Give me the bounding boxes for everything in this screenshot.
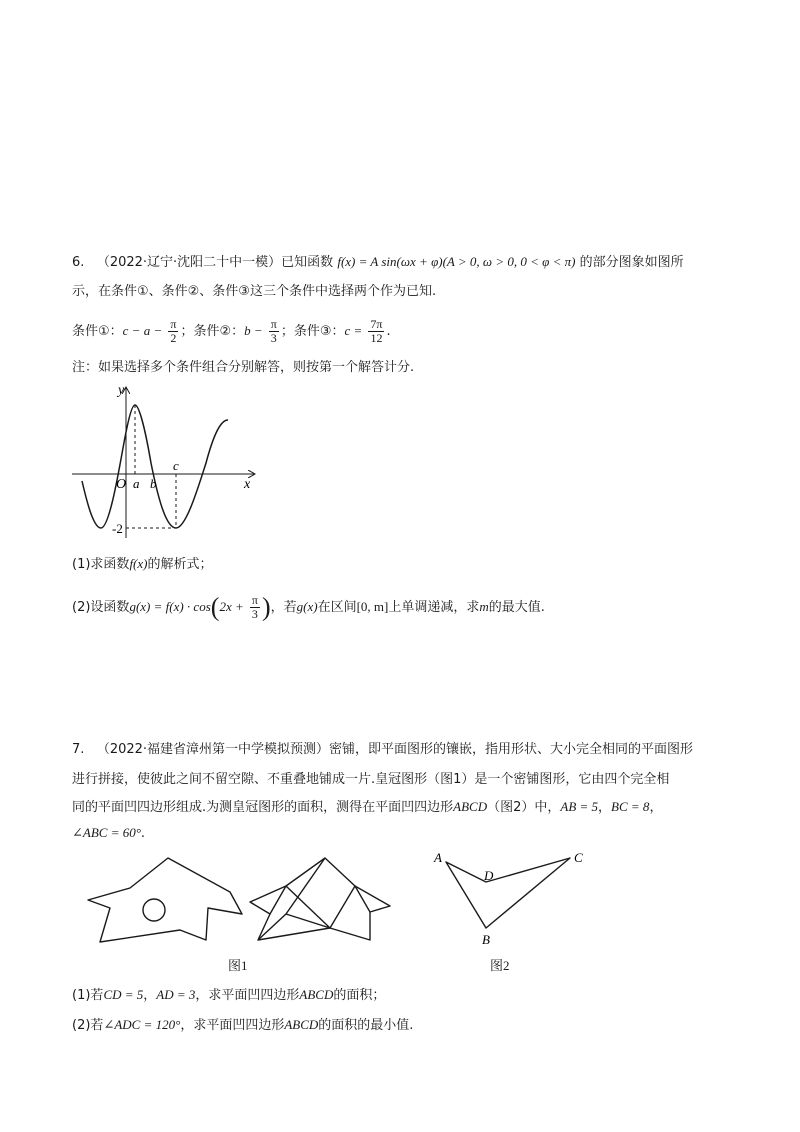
q7-line1: 7. （2022·福建省漳州第一中学模拟预测）密铺，即平面图形的镶嵌，指用形状、大小完全相同的平面图形 — [72, 742, 694, 757]
crown-left — [88, 858, 242, 942]
q7-line4: ∠ABC = 60°. — [72, 825, 146, 841]
q7-part1: (1)若CD = 5，AD = 3，求平面凹四边形ABCD的面积； — [72, 987, 386, 1003]
q6-number: 6. — [72, 255, 85, 270]
q7-part2: (2)若∠ADC = 120°，求平面凹四边形ABCD的面积的最小值. — [72, 1017, 414, 1033]
q7-source: （2022·福建省漳州第一中学模拟预测） — [96, 742, 330, 757]
q6-note: 注：如果选择多个条件组合分别解答，则按第一个解答计分. — [72, 360, 415, 375]
label-b: B — [482, 932, 490, 947]
figure1-caption: 图1 — [228, 958, 248, 973]
label-a: A — [434, 850, 442, 865]
x-label: x — [244, 477, 251, 492]
q7-line2: 进行拼接，使彼此之间不留空隙、不重叠地铺成一片.皇冠图形（图1）是一个密铺图形，它由四个完全相 — [72, 772, 670, 787]
sine-curve — [82, 405, 228, 528]
q6-sine-graph — [66, 378, 266, 548]
crown-right-inner — [258, 858, 370, 940]
q6-conditions: 条件①：c − a − $\frac{\pi}{2}$ ；条件②：b − $\frac{\pi}{3}$ ；条件③：c = $\frac{7\pi}{12}$ . — [72, 317, 391, 345]
q7-number: 7. — [72, 742, 85, 757]
q6-p2-fraction: $\frac{\pi}{3}$ — [251, 593, 258, 621]
y-label: y — [118, 383, 125, 398]
cond1-label: 条件①： — [72, 324, 123, 339]
crown-circle — [143, 899, 165, 921]
label-c: C — [574, 850, 583, 865]
cond3-label: ；条件③： — [280, 324, 345, 339]
label-d: D — [484, 868, 494, 883]
q6-line2: 示，在条件①、条件②、条件③这三个条件中选择两个作为已知. — [72, 284, 437, 299]
q6-source: （2022·辽宁·沈阳二十中一模） — [96, 255, 282, 270]
b-label: b — [150, 476, 157, 491]
quad-abcd — [446, 858, 570, 928]
cond3-expr: c = — [344, 323, 363, 338]
crown-figure — [80, 856, 400, 948]
q6-intro-end: 的部分图象如图所 — [579, 255, 684, 270]
q6-line1 — [72, 252, 684, 273]
c-label: c — [173, 458, 179, 473]
quadrilateral-figure — [428, 846, 598, 950]
cond3-fraction: $\frac{7\pi}{12}$ — [370, 317, 383, 345]
figure2-caption: 图2 — [490, 958, 510, 973]
neg2-label: -2 — [112, 521, 123, 536]
cond1-fraction: $\frac{\pi}{2}$ — [170, 317, 177, 345]
q6-part2: (2)设函数g(x) = f(x) · cos(2x + $\frac{\pi}{3}$ )，若g(x)在区间[0, m]上单调递减，求m的最大值. — [72, 592, 545, 622]
cond2-expr: b − — [244, 323, 263, 338]
q6-intro: 已知函数 — [281, 255, 334, 270]
q6-part1: (1)求函数f(x)的解析式； — [72, 556, 213, 572]
cond2-label: ；条件②： — [180, 324, 245, 339]
q7-line3: 同的平面凹四边形组成.为测皇冠图形的面积，测得在平面凹四边形ABCD（图2）中，AB = 5，BC = 8， — [72, 799, 663, 815]
a-label: a — [133, 476, 140, 491]
cond1-expr: c − a − — [122, 323, 163, 338]
origin-label: O — [116, 477, 127, 492]
cond2-fraction: $\frac{\pi}{3}$ — [270, 317, 277, 345]
q6-function: f(x) = A sin(ωx + φ)(A > 0, ω > 0, 0 < φ < π) — [337, 254, 576, 269]
